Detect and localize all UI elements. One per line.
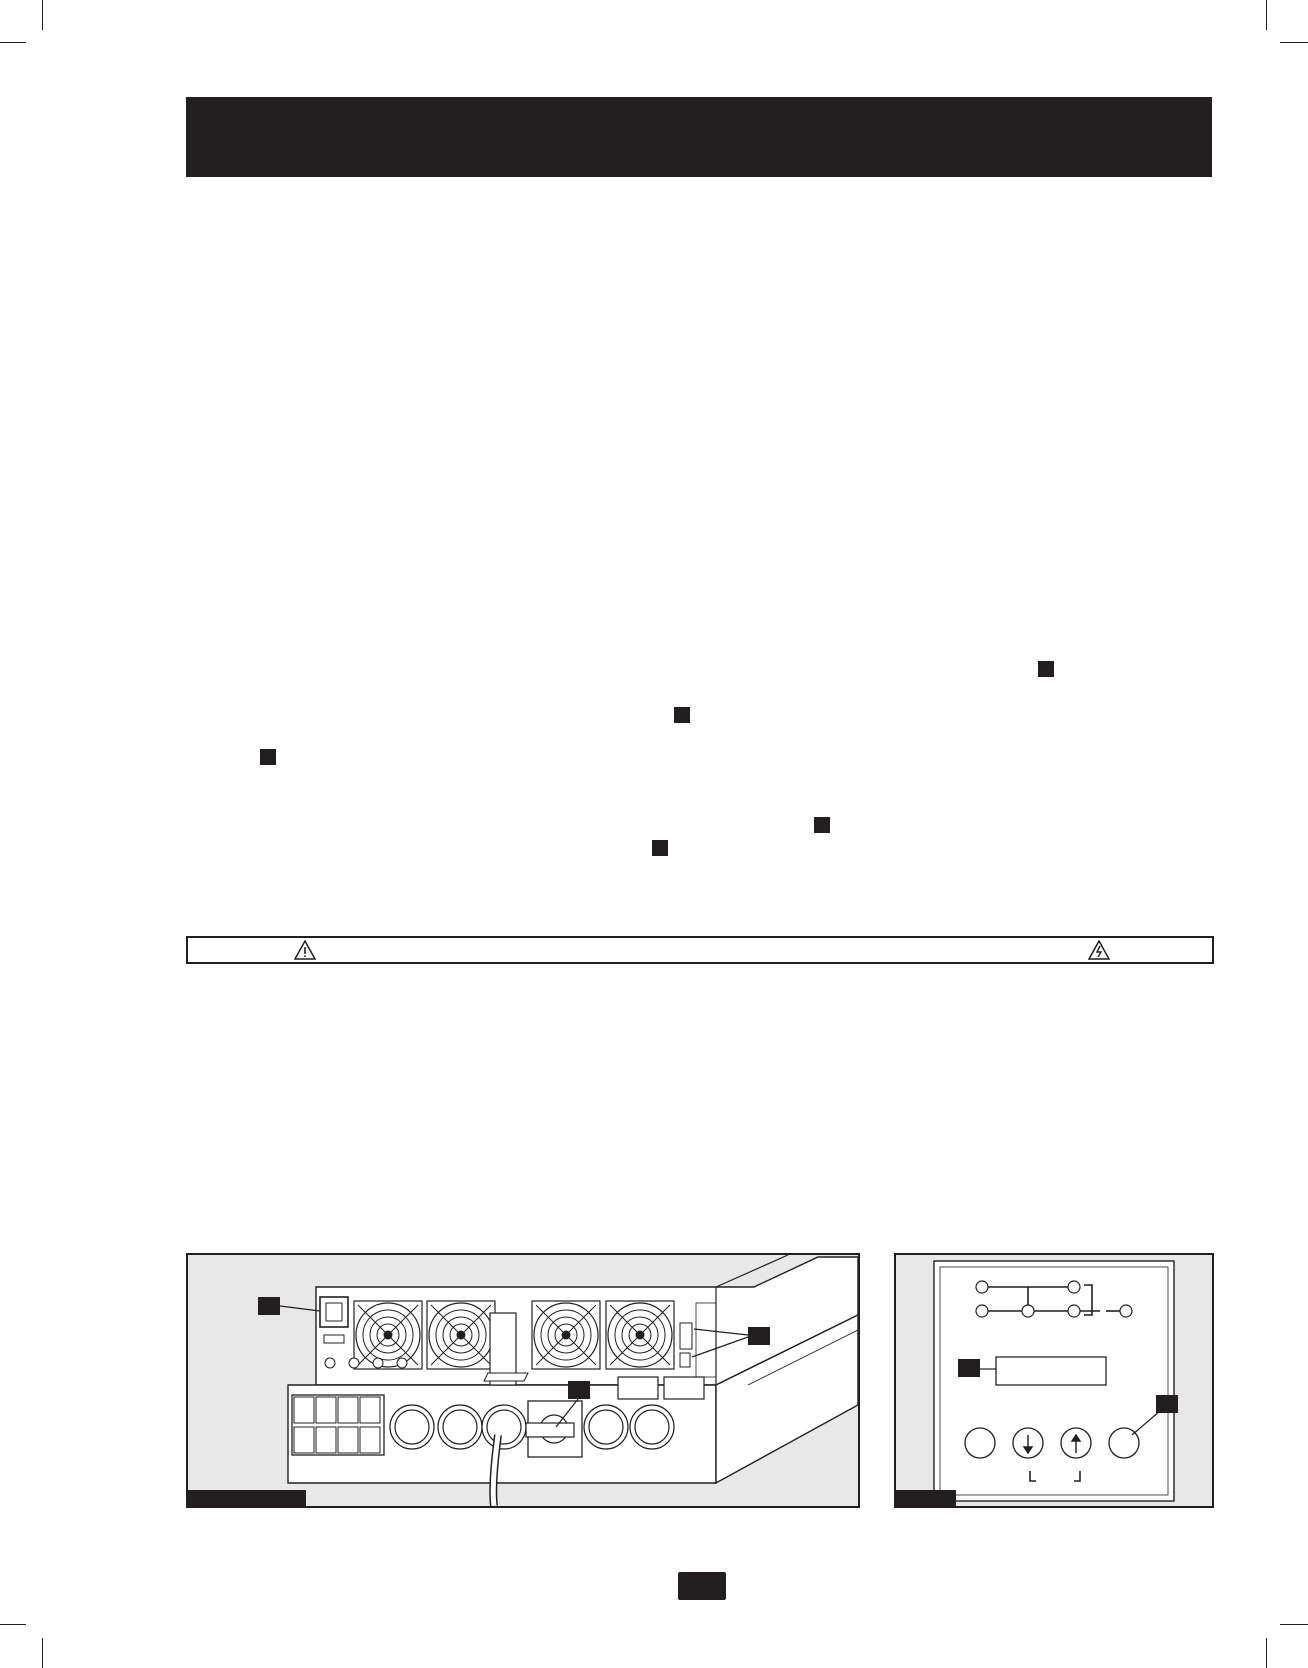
warning-banner [186, 936, 1214, 964]
figure-front-panel [894, 1253, 1214, 1508]
crop-mark-top-right [1266, 0, 1267, 30]
callout-marker [652, 840, 668, 856]
crop-mark-top-right [1280, 42, 1308, 43]
callout-marker [748, 1327, 770, 1345]
callout-marker [258, 1297, 280, 1315]
page-number-box [678, 1572, 726, 1600]
lcd-display [996, 1357, 1106, 1385]
callout-marker [814, 817, 830, 833]
callout-marker [1038, 661, 1054, 677]
figure-caption-tab [188, 1490, 306, 1506]
section-header-bar [186, 97, 1212, 177]
crop-mark-top-left [0, 42, 26, 43]
caution-triangle-icon [294, 940, 316, 960]
callout-marker [958, 1359, 980, 1377]
figure-rear-panel [186, 1253, 860, 1508]
electrical-hazard-icon [1088, 940, 1110, 960]
front-panel-illustration [896, 1255, 1212, 1506]
crop-mark-top-left [42, 0, 43, 30]
callout-marker [260, 749, 276, 765]
crop-mark-bottom-left [42, 1638, 43, 1668]
power-button [965, 1428, 995, 1458]
rear-panel-illustration [188, 1255, 858, 1506]
callout-marker [1156, 1395, 1178, 1413]
crop-mark-bottom-left [0, 1624, 26, 1625]
crop-mark-bottom-right [1266, 1638, 1267, 1668]
figure-caption-tab [896, 1490, 956, 1506]
crop-mark-bottom-right [1280, 1624, 1308, 1625]
callout-marker [674, 707, 690, 723]
callout-marker [568, 1381, 590, 1399]
